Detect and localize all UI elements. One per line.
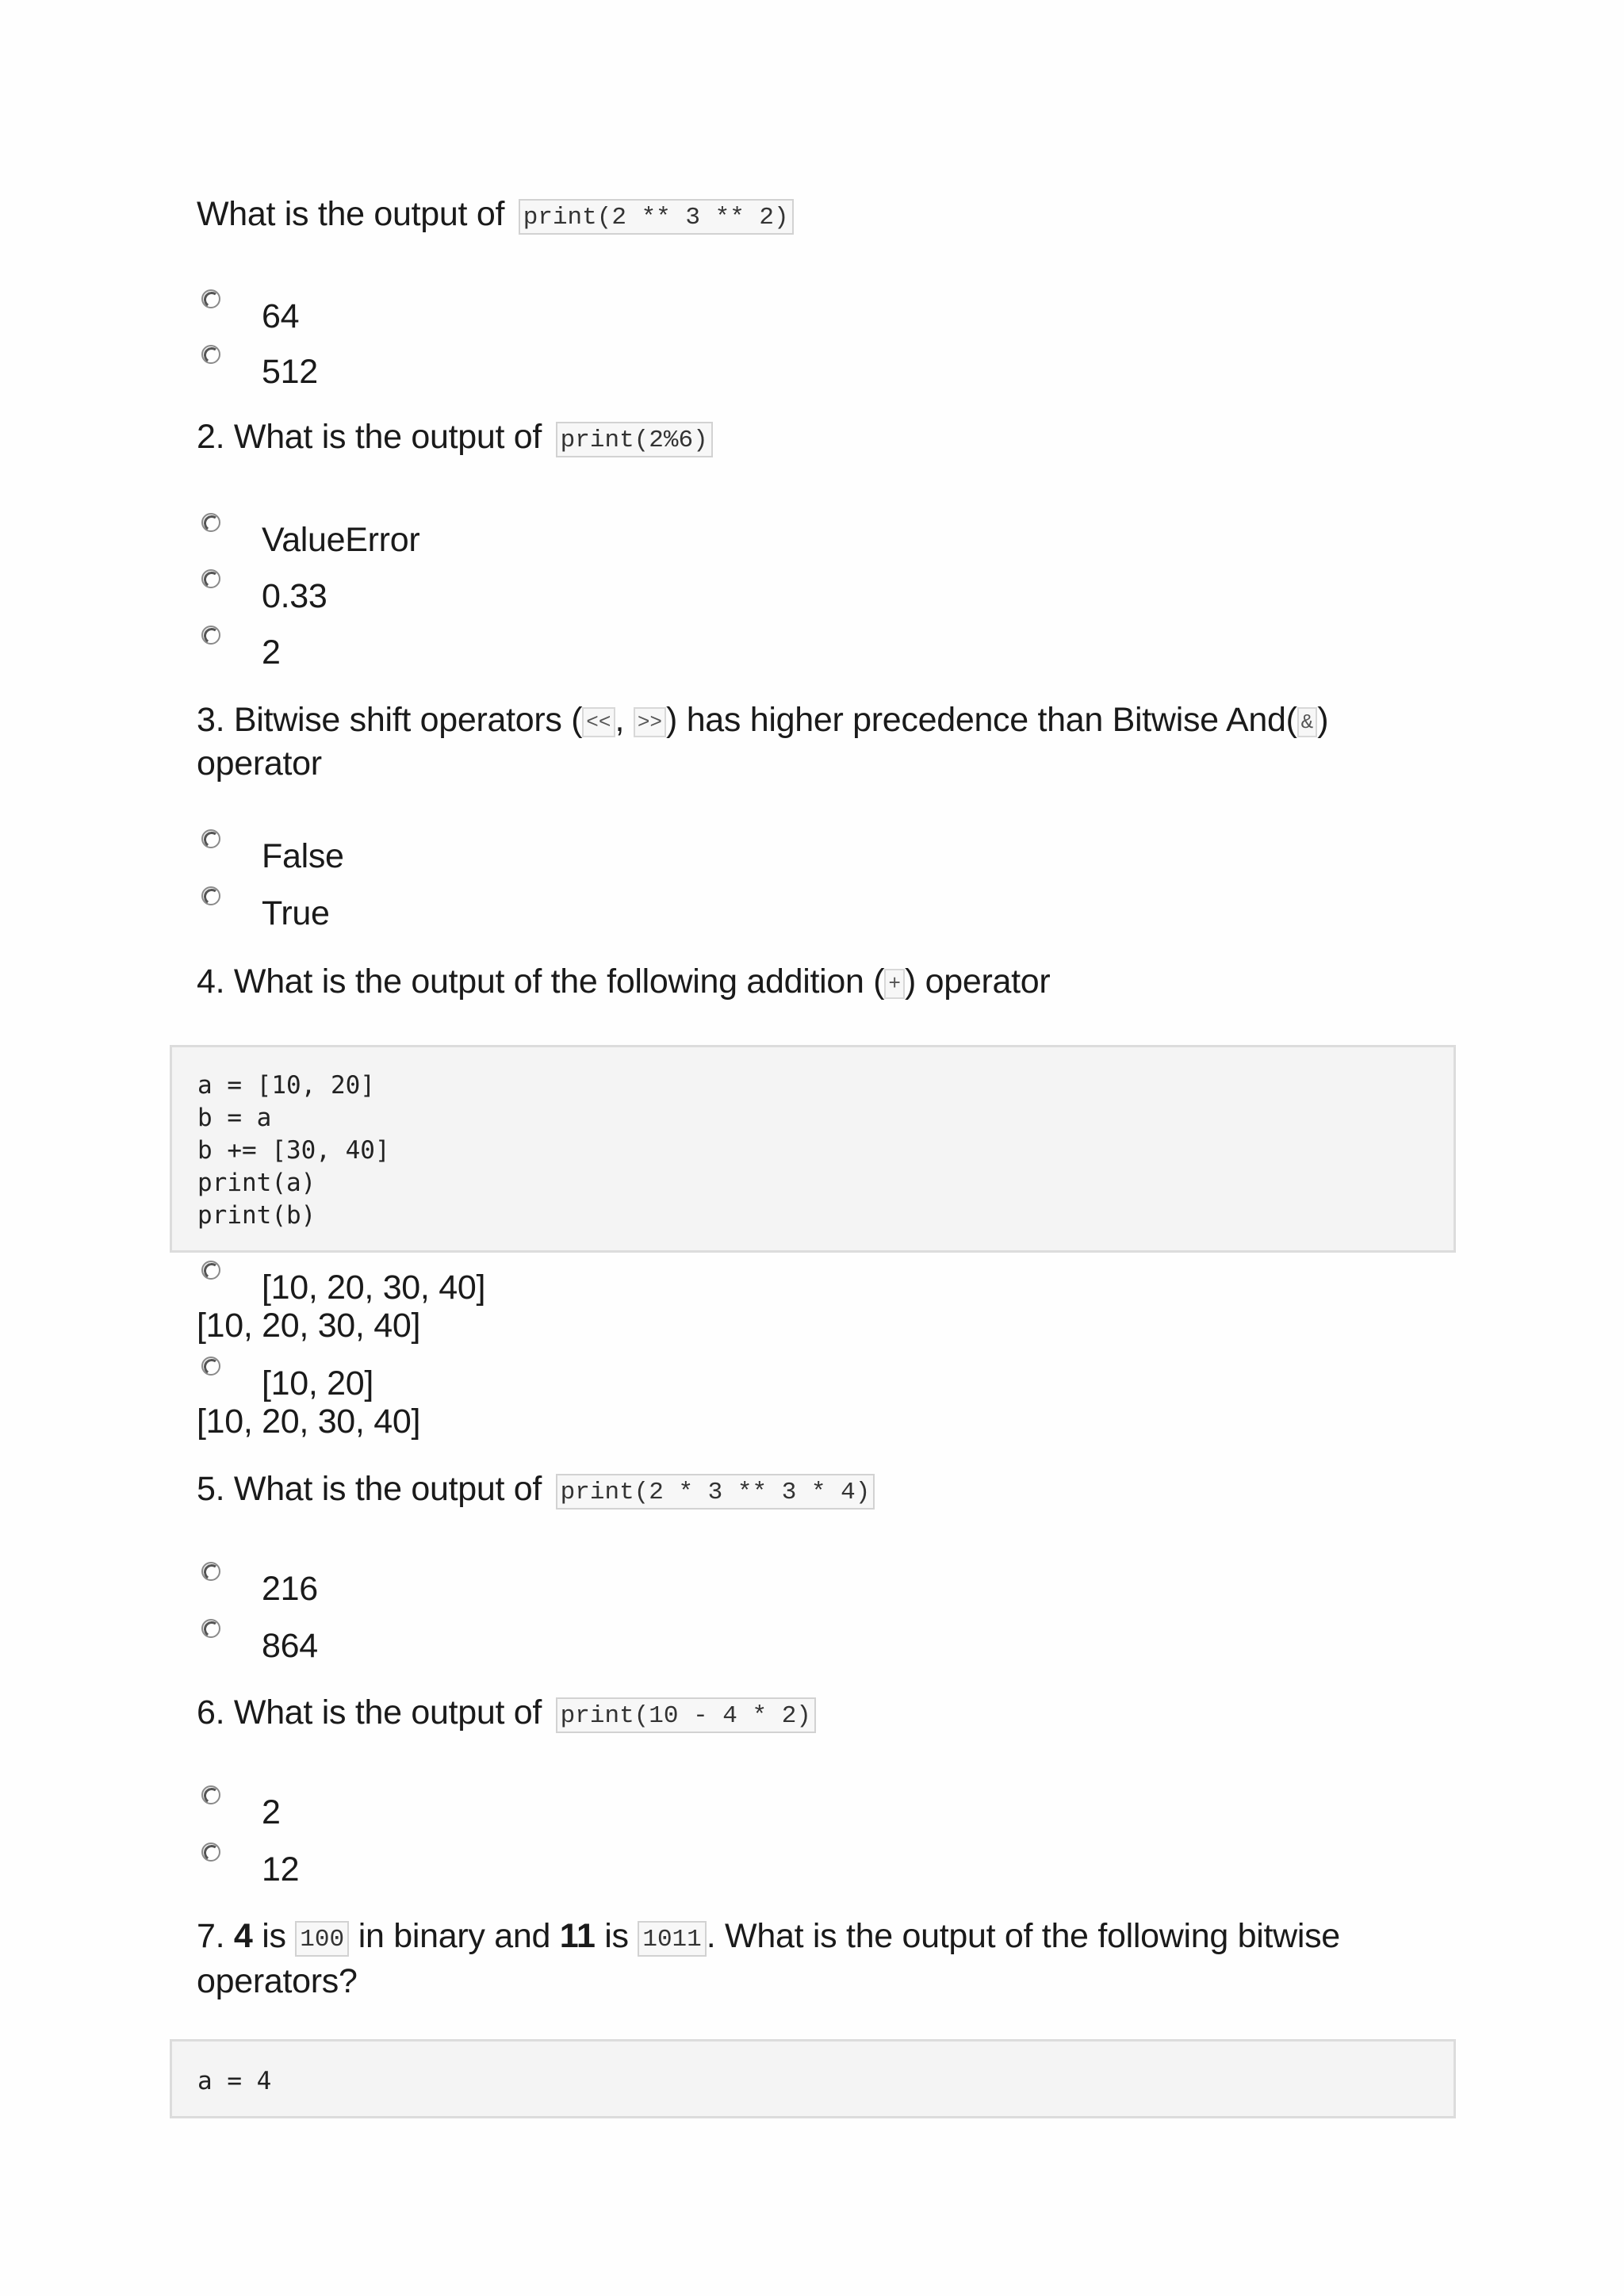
option-radio-row[interactable] xyxy=(197,1785,1148,1833)
radio-button[interactable] xyxy=(201,345,220,364)
question-text: , xyxy=(615,701,634,739)
inline-code: 100 xyxy=(295,1921,349,1957)
option-radio-row[interactable] xyxy=(197,1843,1148,1890)
option-label: [10, 20, 30, 40] xyxy=(262,1269,486,1307)
radio-button[interactable] xyxy=(201,1843,220,1862)
question-text: 7. xyxy=(197,1917,234,1955)
code-line: b = a xyxy=(197,1104,272,1132)
inline-code: + xyxy=(884,969,905,999)
inline-code: << xyxy=(582,707,615,737)
question-text: 5. What is the output of xyxy=(197,1470,542,1508)
question-text-bold: 4 xyxy=(233,1917,253,1955)
code-line: b += [30, 40] xyxy=(197,1136,390,1165)
question-text: . What is the output of the following bitwise xyxy=(706,1917,1340,1955)
option-radio-row[interactable] xyxy=(197,886,1148,934)
radio-button[interactable] xyxy=(201,1261,220,1280)
question-text: 6. What is the output of xyxy=(197,1693,542,1732)
inline-code: print(2%6) xyxy=(556,422,713,457)
question-text: ) operator xyxy=(904,962,1051,1001)
option-radio-row[interactable] xyxy=(197,829,1148,877)
code-block xyxy=(170,2039,1456,2118)
question-7 xyxy=(197,1915,1457,2002)
inline-code: print(2 * 3 ** 3 * 4) xyxy=(556,1474,875,1510)
code-line: a = [10, 20] xyxy=(197,1071,375,1100)
option-radio-row[interactable] xyxy=(197,626,1148,673)
radio-button[interactable] xyxy=(201,1562,220,1581)
question-text: operator xyxy=(197,744,322,783)
code-block xyxy=(170,1045,1456,1253)
option-label: 64 xyxy=(262,297,300,335)
radio-button[interactable] xyxy=(201,1357,220,1376)
option-radio-row[interactable] xyxy=(197,345,1148,392)
option-radio-row[interactable] xyxy=(197,1357,1148,1452)
radio-button[interactable] xyxy=(201,513,220,532)
question-text: 4. What is the output of the following addition ( xyxy=(197,962,885,1001)
inline-code: print(10 - 4 * 2) xyxy=(556,1697,816,1733)
code-line: print(a) xyxy=(197,1169,316,1197)
option-radio-row[interactable] xyxy=(197,1562,1148,1609)
question-text: in binary and xyxy=(349,1917,560,1955)
question-text: 2. What is the output of xyxy=(197,418,542,456)
radio-button[interactable] xyxy=(201,1785,220,1804)
radio-button[interactable] xyxy=(201,289,220,308)
option-label-continued: [10, 20, 30, 40] xyxy=(197,1307,421,1345)
question-text: What is the output of xyxy=(197,195,505,233)
question-4 xyxy=(197,961,1457,1004)
question-text: ) has higher precedence than Bitwise And( xyxy=(666,701,1297,739)
code-line: a = 4 xyxy=(197,2067,272,2095)
option-radio-row[interactable] xyxy=(197,569,1148,617)
radio-button[interactable] xyxy=(201,569,220,588)
question-2 xyxy=(197,416,1457,461)
option-label: True xyxy=(262,894,330,932)
question-text: ) xyxy=(1317,701,1329,739)
option-label: 12 xyxy=(262,1850,300,1888)
option-label: 864 xyxy=(262,1627,318,1665)
option-label-continued: [10, 20, 30, 40] xyxy=(197,1402,421,1441)
question-1 xyxy=(197,193,1457,239)
radio-button[interactable] xyxy=(201,1619,220,1638)
inline-code: print(2 ** 3 ** 2) xyxy=(519,199,794,235)
radio-button[interactable] xyxy=(201,829,220,848)
option-label: 2 xyxy=(262,1793,281,1831)
option-radio-row[interactable] xyxy=(197,1261,1148,1356)
radio-button[interactable] xyxy=(201,886,220,905)
option-radio-row[interactable] xyxy=(197,289,1148,337)
question-text: operators? xyxy=(197,1962,358,2000)
option-label: ValueError xyxy=(262,521,420,559)
question-text-bold: 11 xyxy=(559,1917,596,1955)
question-text: is xyxy=(252,1917,296,1955)
question-5 xyxy=(197,1468,1457,1513)
radio-button[interactable] xyxy=(201,626,220,645)
inline-code: 1011 xyxy=(638,1921,706,1957)
option-label: 512 xyxy=(262,353,318,391)
option-label: False xyxy=(262,837,344,875)
question-3 xyxy=(197,699,1457,784)
question-6 xyxy=(197,1692,1457,1737)
option-radio-row[interactable] xyxy=(197,513,1148,561)
option-radio-row[interactable] xyxy=(197,1619,1148,1667)
question-text: is xyxy=(595,1917,638,1955)
inline-code: >> xyxy=(634,707,666,737)
option-label: 2 xyxy=(262,633,281,672)
option-label: 216 xyxy=(262,1570,318,1608)
question-text: 3. Bitwise shift operators ( xyxy=(197,701,583,739)
code-line: print(b) xyxy=(197,1201,316,1230)
inline-code: & xyxy=(1297,707,1318,737)
option-label: [10, 20] xyxy=(262,1364,374,1402)
option-label: 0.33 xyxy=(262,577,327,615)
